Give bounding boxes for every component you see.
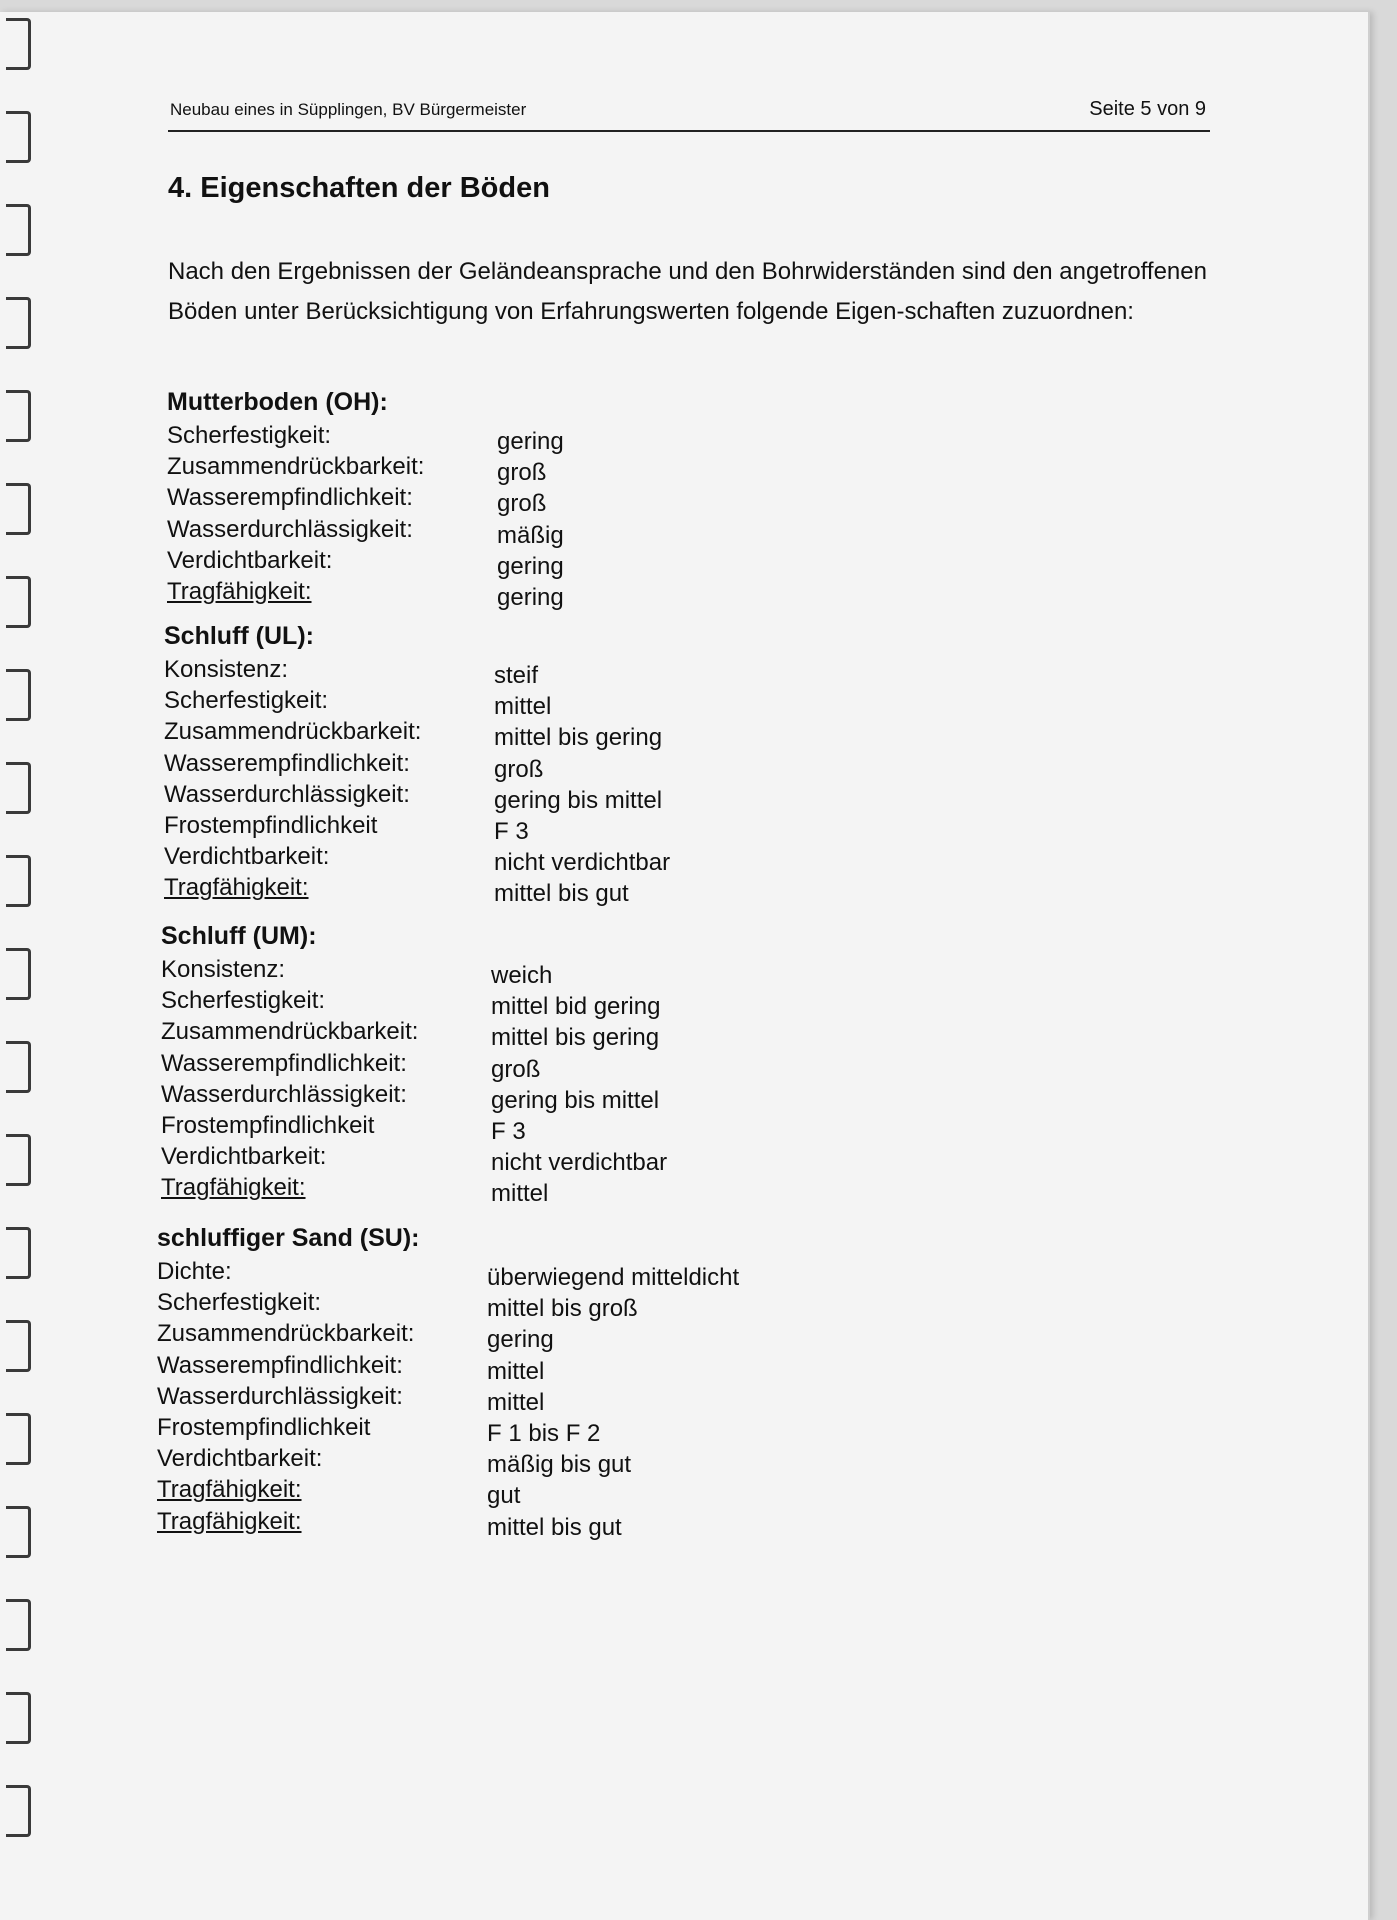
property-label: Verdichtbarkeit: (157, 1445, 323, 1473)
property-label: Zusammendrückbarkeit: (164, 718, 422, 746)
property-row (167, 420, 564, 455)
property-value: gering (497, 552, 564, 580)
property-row (157, 1443, 632, 1479)
property-value: groß (497, 490, 547, 518)
property-row (157, 1474, 521, 1510)
property-row (161, 985, 661, 1021)
property-value: nicht verdichtbar (491, 1149, 668, 1177)
soil-group-um (161, 918, 668, 1208)
header-project-title: Neubau eines in Süpplingen, BV Bürgermeister (170, 100, 527, 119)
property-value: groß (494, 755, 544, 783)
property-value: mittel (491, 1180, 549, 1208)
property-value: groß (497, 459, 547, 487)
property-row (161, 1048, 541, 1083)
property-value: gut (487, 1482, 521, 1510)
property-value: groß (491, 1055, 541, 1083)
property-row (161, 1016, 660, 1052)
property-label: Wasserdurchlässigkeit: (167, 515, 413, 543)
property-row (157, 1412, 601, 1447)
property-label: Zusammendrückbarkeit: (167, 453, 425, 481)
soil-group-title: Schluff (UL): (164, 622, 314, 650)
property-label: Konsistenz: (161, 956, 286, 983)
property-row (167, 545, 564, 580)
property-row (164, 841, 671, 877)
property-value: mittel (487, 1388, 545, 1416)
header-page-number: Seite 5 von 9 (1089, 98, 1206, 120)
property-value: mittel bis groß (487, 1295, 638, 1323)
property-value: F 1 bis F 2 (487, 1419, 601, 1447)
property-label: Zusammendrückbarkeit: (157, 1320, 415, 1348)
soil-group-su (157, 1220, 740, 1541)
soil-group-title: Schluff (UM): (161, 922, 317, 950)
property-row (157, 1256, 740, 1291)
property-row (157, 1287, 638, 1323)
property-row (157, 1318, 554, 1354)
property-label: Konsistenz: (164, 656, 289, 683)
intro-paragraph: Nach den Ergebnissen der Geländeansprache und den Bohrwiderständen sind den angetroffenen Böden unter Berücksichtigung von Erfahrungswerten folgende Eigen-schaften zuzuordnen: (168, 258, 1207, 325)
property-row (161, 1141, 668, 1177)
property-label: Scherfestigkeit: (161, 987, 326, 1015)
property-row (164, 810, 529, 845)
property-value: weich (491, 962, 553, 989)
property-value: gering (497, 583, 564, 611)
property-value: F 3 (491, 1117, 526, 1145)
property-label: Frostempfindlichkeit (157, 1413, 371, 1441)
property-label: Verdichtbarkeit: (161, 1143, 327, 1171)
property-value: überwiegend mitteldicht (487, 1264, 740, 1291)
property-value: mäßig bis gut (487, 1451, 632, 1479)
property-label: Verdichtbarkeit: (167, 546, 333, 574)
property-label: Zusammendrückbarkeit: (161, 1018, 419, 1046)
property-row (157, 1350, 545, 1385)
property-row (161, 1110, 526, 1145)
property-label: Dichte: (157, 1258, 232, 1285)
property-value: mittel (494, 693, 552, 721)
property-value: mittel bis gut (487, 1513, 622, 1541)
property-value: mäßig (497, 521, 564, 549)
property-row (164, 716, 663, 752)
property-label: Tragfähigkeit: (167, 577, 312, 605)
property-value: mittel bis gering (494, 724, 663, 752)
property-value: mittel bis gering (491, 1024, 660, 1052)
document-page (0, 12, 1370, 1920)
soil-group-title: schluffiger Sand (SU): (157, 1224, 420, 1252)
property-label: Frostempfindlichkeit (164, 811, 378, 839)
property-row (164, 779, 663, 814)
property-row (167, 482, 547, 518)
property-row (161, 1172, 549, 1208)
property-value: nicht verdichtbar (494, 849, 671, 877)
soil-group-ul (164, 618, 671, 908)
property-label: Wasserdurchlässigkeit: (157, 1382, 403, 1410)
property-value: gering bis mittel (494, 786, 663, 814)
property-label: Tragfähigkeit: (157, 1476, 302, 1504)
property-row (157, 1506, 622, 1541)
property-row (164, 654, 539, 689)
property-value: mittel bid gering (491, 993, 661, 1021)
property-row (164, 872, 629, 908)
property-label: Wasserempfindlichkeit: (157, 1351, 403, 1379)
property-label: Verdichtbarkeit: (164, 843, 330, 871)
property-label: Frostempfindlichkeit (161, 1111, 375, 1139)
property-value: gering bis mittel (491, 1086, 660, 1114)
property-label: Tragfähigkeit: (157, 1507, 302, 1535)
property-label: Tragfähigkeit: (164, 874, 309, 902)
property-value: mittel bis gut (494, 880, 629, 908)
property-value: gering (497, 428, 564, 455)
soil-property-groups (0, 12, 1368, 1920)
property-row (164, 748, 544, 783)
property-label: Scherfestigkeit: (164, 687, 329, 715)
property-row (161, 954, 553, 989)
property-row (164, 685, 552, 721)
property-label: Wasserempfindlichkeit: (167, 484, 413, 512)
property-label: Scherfestigkeit: (167, 422, 332, 449)
property-label: Wasserdurchlässigkeit: (161, 1080, 407, 1108)
property-row (167, 514, 564, 549)
soil-group-title: Mutterboden (OH): (167, 388, 388, 416)
property-label: Wasserempfindlichkeit: (161, 1049, 407, 1077)
property-label: Wasserdurchlässigkeit: (164, 780, 410, 808)
soil-group-oh (167, 384, 564, 611)
property-row (161, 1079, 660, 1114)
property-label: Tragfähigkeit: (161, 1174, 306, 1202)
property-label: Wasserempfindlichkeit: (164, 749, 410, 777)
property-row (167, 451, 547, 487)
property-value: gering (487, 1326, 554, 1354)
property-label: Scherfestigkeit: (157, 1289, 322, 1317)
section-title: 4. Eigenschaften der Böden (168, 172, 550, 204)
property-value: mittel (487, 1357, 545, 1385)
property-value: steif (494, 662, 539, 689)
property-row (167, 576, 564, 611)
property-row (157, 1381, 545, 1416)
property-value: F 3 (494, 817, 529, 845)
